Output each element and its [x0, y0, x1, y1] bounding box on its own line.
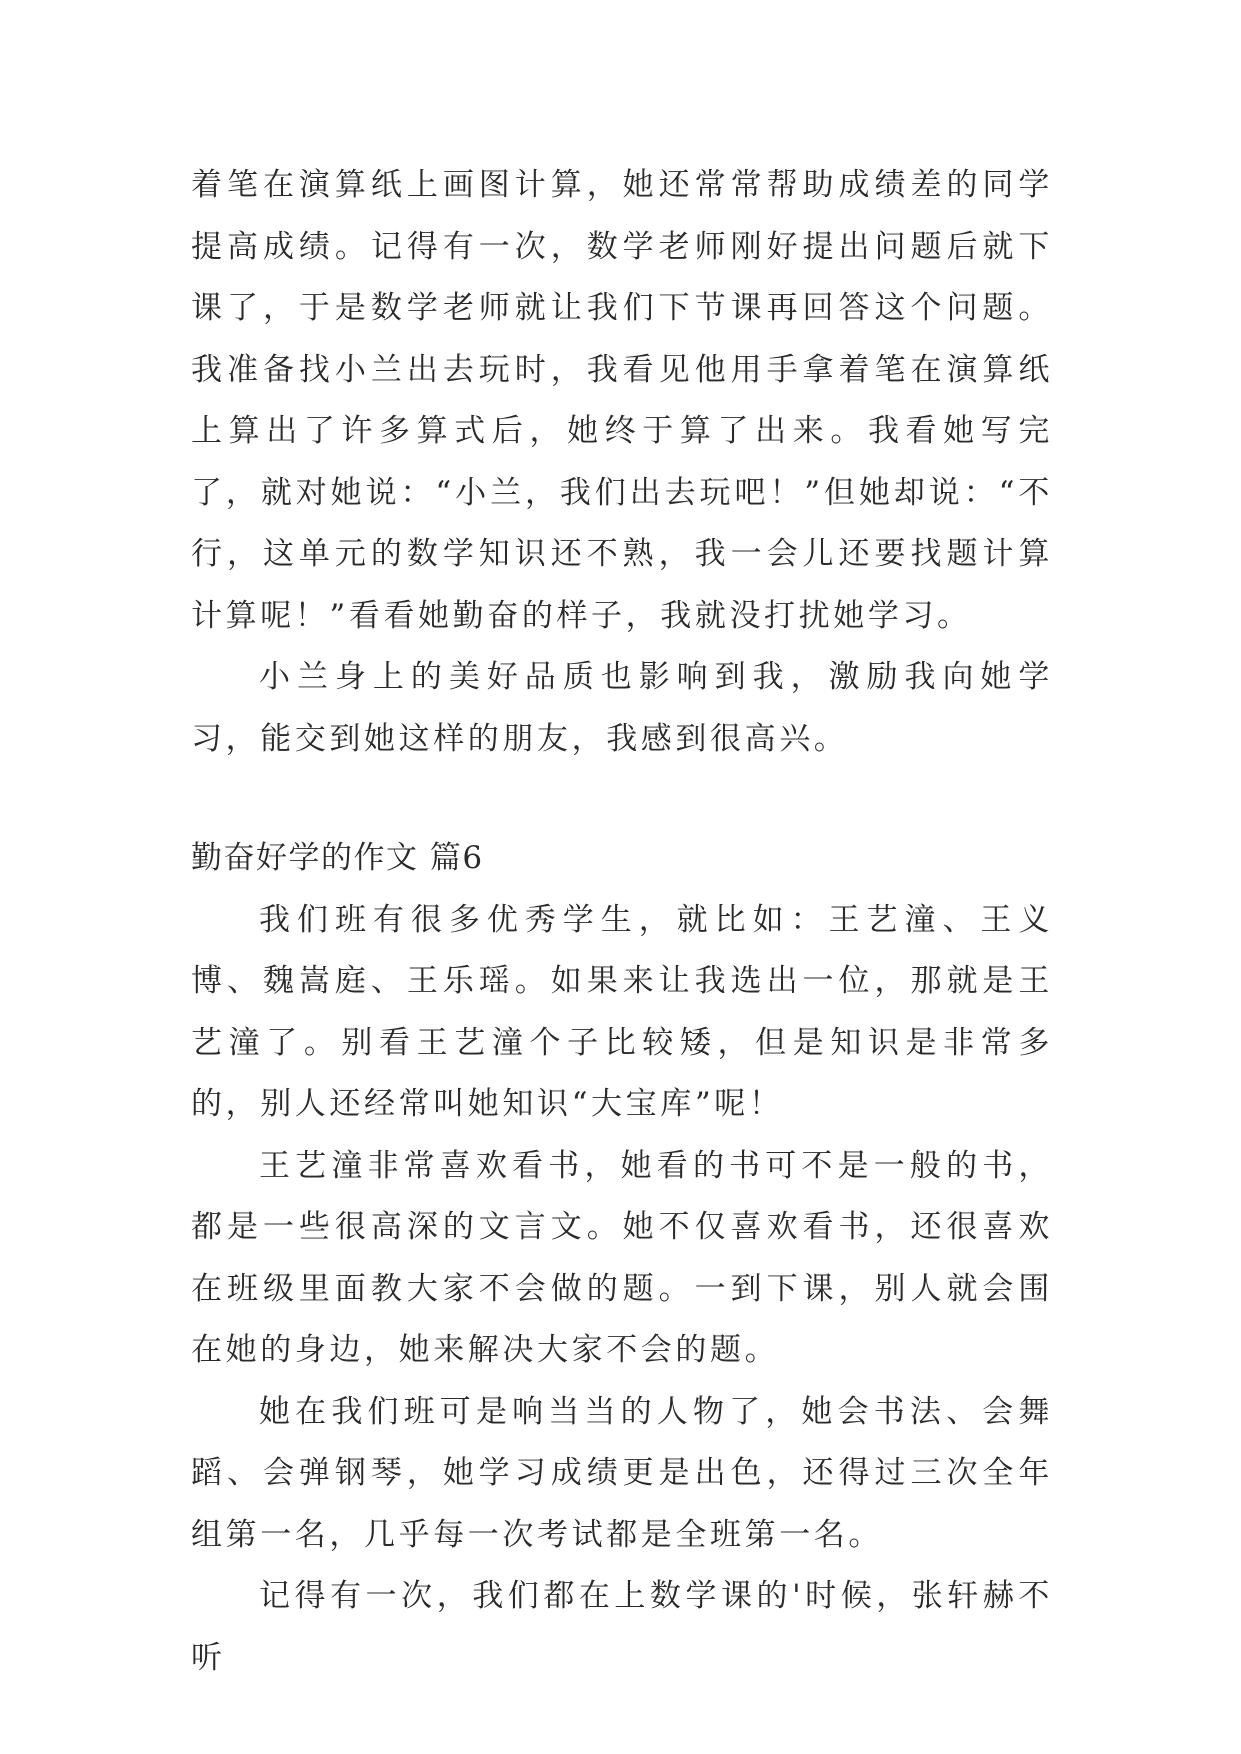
document-body: [191, 155, 1053, 1689]
paragraph: 王艺潼非常喜欢看书，她看的书可不是一般的书，都是一些很高深的文言文。她不仅喜欢看书，还很喜欢在班级里面教大家不会做的题。一到下课，别人就会围在她的身边，她来解决大家不会的题。: [191, 1147, 1053, 1368]
paragraph: 她在我们班可是响当当的人物了，她会书法、会舞蹈、会弹钢琴，她学习成绩更是出色，还得过三次全年组第一名，几乎每一次考试都是全班第一名。: [191, 1393, 1053, 1553]
paragraph: 记得有一次，我们都在上数学课的'时候，张轩赫不听: [191, 1578, 1053, 1676]
paragraph-continued: 着笔在演算纸上画图计算，她还常常帮助成绩差的同学提高成绩。记得有一次，数学老师刚好提出问题后就下课了，于是数学老师就让我们下节课再回答这个问题。我准备找小兰出去玩时，我看见他用手拿着笔在演算纸上算出了许多算式后，她终于算了出来。我看她写完了，就对她说：“小兰，我们出去玩吧！”但她却说：“不行，这单元的数学知识还不熟，我一会儿还要找题计算计算呢！”看看她勤奋的样子，我就没打扰她学习。: [191, 167, 1053, 634]
paragraph: 小兰身上的美好品质也影响到我，激励我向她学习，能交到她这样的朋友，我感到很高兴。: [191, 659, 1053, 757]
paragraph: 我们班有很多优秀学生，就比如：王艺潼、王义博、魏嵩庭、王乐瑶。如果来让我选出一位，那就是王艺潼了。别看王艺潼个子比较矮，但是知识是非常多的，别人还经常叫她知识“大宝库”呢！: [191, 901, 1053, 1122]
section-heading: 勤奋好学的作文 篇6: [191, 840, 484, 876]
